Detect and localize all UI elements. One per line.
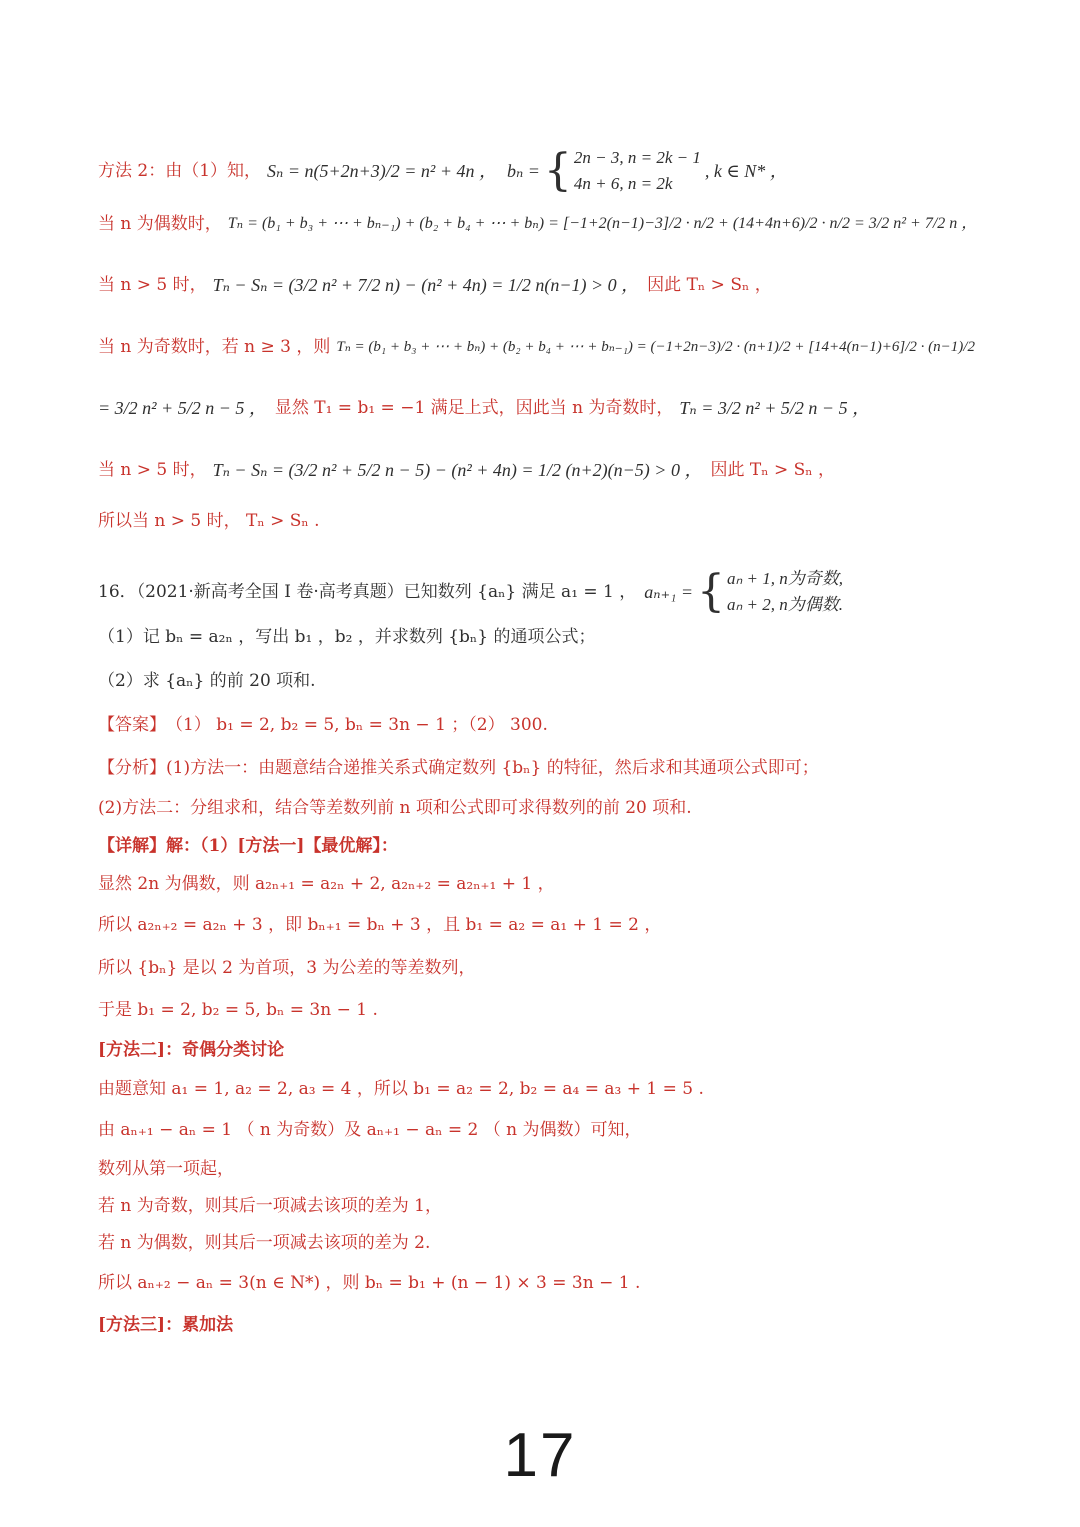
conclusion-text: 所以当 n > 5 时， Tₙ > Sₙ . xyxy=(98,511,320,531)
page-number: 17 xyxy=(503,1421,577,1490)
analysis-text: (1)方法一：由题意结合递推关系式确定数列 {bₙ} 的特征，然后求和其通项公式即可； xyxy=(166,758,819,778)
formula: = 3/2 n² + 5/2 n − 5 ， xyxy=(98,398,267,418)
method-2-heading xyxy=(98,1039,1010,1061)
condition-text: 当 n > 5 时， xyxy=(98,460,207,480)
detail-step: 所以 aₙ₊₂ − aₙ = 3(n ∈ N*) ，则 bₙ = b₁ + (n − 1) × 3 = 3n − 1 . xyxy=(98,1273,641,1293)
method-2-line-6 xyxy=(98,1272,1010,1294)
analysis-line-2 xyxy=(98,797,1010,819)
method-heading: [方法二]：奇偶分类讨论 xyxy=(98,1040,285,1060)
detail-line-3 xyxy=(98,957,1010,979)
detail-step: 所以 {bₙ} 是以 2 为首项，3 为公差的等差数列， xyxy=(98,958,476,978)
method-label: 方法 2：由（1）知， xyxy=(98,161,262,181)
question-text: 16．（2021·新高考全国 I 卷·高考真题）已知数列 {aₙ} 满足 a₁ = 1 ， xyxy=(98,582,637,602)
condition-text: 当 n > 5 时， xyxy=(98,275,207,295)
condition-text: 当 n 为偶数时， xyxy=(98,214,222,234)
method-2-line-1 xyxy=(98,1078,1010,1100)
detail-step: 显然 2n 为偶数，则 a₂ₙ₊₁ = a₂ₙ + 2, a₂ₙ₊₂ = a₂ₙ₊₁ + 1 ， xyxy=(98,874,555,894)
detail-step: 若 n 为偶数，则其后一项减去该项的差为 2. xyxy=(98,1233,431,1253)
method-heading: [方法三]：累加法 xyxy=(98,1315,234,1335)
question-part: （2）求 {aₙ} 的前 20 项和. xyxy=(98,671,316,691)
detail-step: 于是 b₁ = 2, b₂ = 5, bₙ = 3n − 1 . xyxy=(98,1000,378,1020)
formula: Tₙ = (b₁ + b₃ + ⋯ + bₙ) + (b₂ + b₄ + ⋯ + bₙ₋₁) = (−1+2n−3)/2 · (n+1)/2 + [14+4(n−1)+6]/2 · (n−1)/2 xyxy=(336,339,975,355)
answer-label: 【答案】 xyxy=(98,715,166,735)
analysis-line xyxy=(98,757,1010,779)
cases-brace: { aₙ + 1, n为奇数, aₙ + 2, n为偶数. xyxy=(696,566,843,617)
case-line: 4n + 6, n = 2k xyxy=(573,174,673,193)
detail-text: 解：（1）[方法一]【最优解】： xyxy=(166,836,398,856)
conclusion-text: 因此 Tₙ > Sₙ ， xyxy=(710,460,836,480)
method2-line-1 xyxy=(98,145,1010,197)
cases-prefix: aₙ₊₁ = xyxy=(644,582,693,602)
question-16 xyxy=(98,566,1010,618)
method2-line-5 xyxy=(98,397,1010,419)
answer-line xyxy=(98,714,1010,736)
method2-line-4 xyxy=(98,336,1010,358)
method-3-heading xyxy=(98,1314,1010,1336)
method-2-line-5 xyxy=(98,1232,1010,1254)
detail-step: 若 n 为奇数，则其后一项减去该项的差为 1， xyxy=(98,1196,442,1216)
method2-conclusion xyxy=(98,510,1010,532)
case-line: aₙ + 1, n为奇数, xyxy=(726,569,843,588)
formula-suffix: , k ∈ N* ， xyxy=(704,161,788,181)
explanation-text: 显然 T₁ = b₁ = −1 满足上式，因此当 n 为奇数时， xyxy=(274,398,674,418)
detail-line-2 xyxy=(98,914,1010,936)
case-line: aₙ + 2, n为偶数. xyxy=(726,595,843,614)
detail-step: 由 aₙ₊₁ − aₙ = 1 （ n 为奇数）及 aₙ₊₁ − aₙ = 2 （ n 为偶数）可知， xyxy=(98,1120,642,1140)
question-part: （1）记 bₙ = a₂ₙ ，写出 b₁ ，b₂ ，并求数列 {bₙ} 的通项公式； xyxy=(98,627,596,647)
detail-line-1 xyxy=(98,873,1010,895)
formula: Tₙ = 3/2 n² + 5/2 n − 5 ， xyxy=(679,398,871,418)
detail-heading xyxy=(98,835,1010,857)
detail-step: 由题意知 a₁ = 1, a₂ = 2, a₃ = 4 ，所以 b₁ = a₂ = 2, b₂ = a₄ = a₃ + 1 = 5 . xyxy=(98,1079,704,1099)
formula: Tₙ − Sₙ = (3/2 n² + 7/2 n) − (n² + 4n) = 1/2 n(n−1) > 0 ， xyxy=(212,275,640,295)
method2-line-3 xyxy=(98,274,1010,296)
cases-brace: { 2n − 3, n = 2k − 1 4n + 6, n = 2k xyxy=(543,145,701,196)
case-line: 2n − 3, n = 2k − 1 xyxy=(573,148,701,167)
formula: Tₙ − Sₙ = (3/2 n² + 5/2 n − 5) − (n² + 4n) = 1/2 (n+2)(n−5) > 0 ， xyxy=(212,460,703,480)
condition-text: 当 n 为奇数时，若 n ≥ 3 ，则 xyxy=(98,337,331,357)
formula: Sₙ = n(5+2n+3)/2 = n² + 4n ， xyxy=(267,161,497,181)
analysis-label: 【分析】 xyxy=(98,758,166,778)
method2-line-6 xyxy=(98,459,1010,481)
formula: Tₙ = (b₁ + b₃ + ⋯ + bₙ₋₁) + (b₂ + b₄ + ⋯ + bₙ) = [−1+2(n−1)−3]/2 · n/2 + (14+4n+6)/2 · n/2 = 3/2 n² + 7/2 n ， xyxy=(227,215,978,232)
question-16-part-2 xyxy=(98,670,1010,692)
method2-line-2 xyxy=(98,213,1010,235)
detail-step: 数列从第一项起， xyxy=(98,1159,234,1179)
method-2-line-4 xyxy=(98,1195,1010,1217)
detail-step: 所以 a₂ₙ₊₂ = a₂ₙ + 3 ，即 bₙ₊₁ = bₙ + 3 ，且 b₁ = a₂ = a₁ + 1 = 2 ， xyxy=(98,915,662,935)
detail-line-4 xyxy=(98,999,1010,1021)
cases-prefix: bₙ = xyxy=(506,161,540,181)
answer-text: （1） b₁ = 2, b₂ = 5, bₙ = 3n − 1 ；（2） 300. xyxy=(166,715,548,735)
analysis-text: (2)方法二：分组求和，结合等差数列前 n 项和公式即可求得数列的前 20 项和. xyxy=(98,798,692,818)
detail-label: 【详解】 xyxy=(98,836,166,856)
question-16-part-1 xyxy=(98,626,1010,648)
method-2-line-2 xyxy=(98,1119,1010,1141)
method-2-line-3 xyxy=(98,1158,1010,1180)
conclusion-text: 因此 Tₙ > Sₙ ， xyxy=(647,275,772,295)
